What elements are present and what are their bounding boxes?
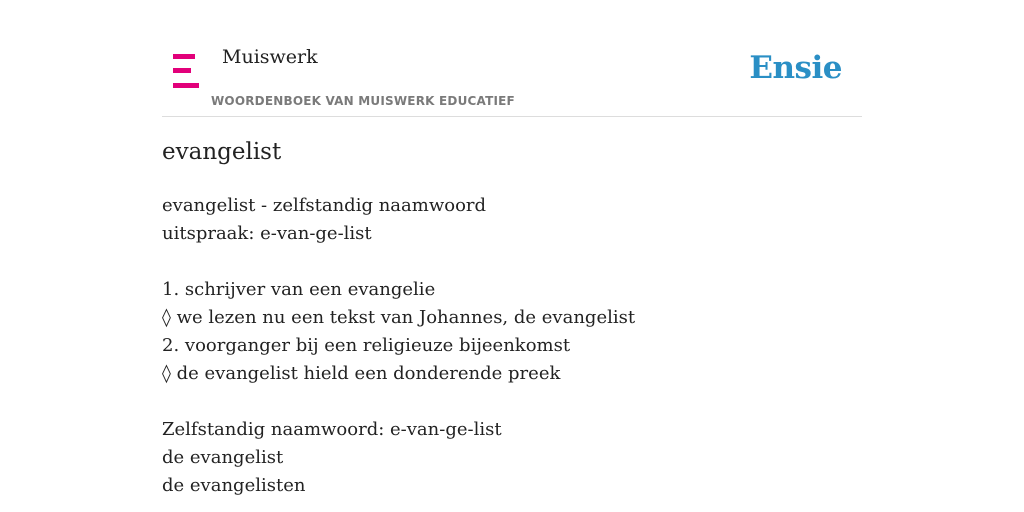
spacer <box>162 388 862 416</box>
sense-example: ◊ we lezen nu een tekst van Johannes, de evangelist <box>162 307 636 328</box>
sense-definition: 2. voorganger bij een religieuze bijeenkomst <box>162 335 571 356</box>
sense-definition: 1. schrijver van een evangelie <box>162 279 436 300</box>
grammar-plural: de evangelisten <box>162 475 306 496</box>
ensie-logo[interactable]: Ensie <box>749 50 842 86</box>
definition-header: evangelist - zelfstandig naamwoord <box>162 195 487 216</box>
page-content <box>162 0 862 512</box>
page-title: evangelist <box>162 139 282 165</box>
pronunciation: uitspraak: e-van-ge-list <box>162 223 372 244</box>
grammar-heading: Zelfstandig naamwoord: e-van-ge-list <box>162 419 502 440</box>
entry-body <box>162 192 862 500</box>
muiswerk-logo-icon[interactable] <box>173 54 201 88</box>
grammar-singular: de evangelist <box>162 447 284 468</box>
brand-subtitle: WOORDENBOEK VAN MUISWERK EDUCATIEF <box>211 94 515 108</box>
spacer <box>162 248 862 276</box>
brand-name[interactable]: Muiswerk <box>222 46 318 68</box>
site-header <box>162 0 862 117</box>
sense-example: ◊ de evangelist hield een donderende preek <box>162 363 561 384</box>
